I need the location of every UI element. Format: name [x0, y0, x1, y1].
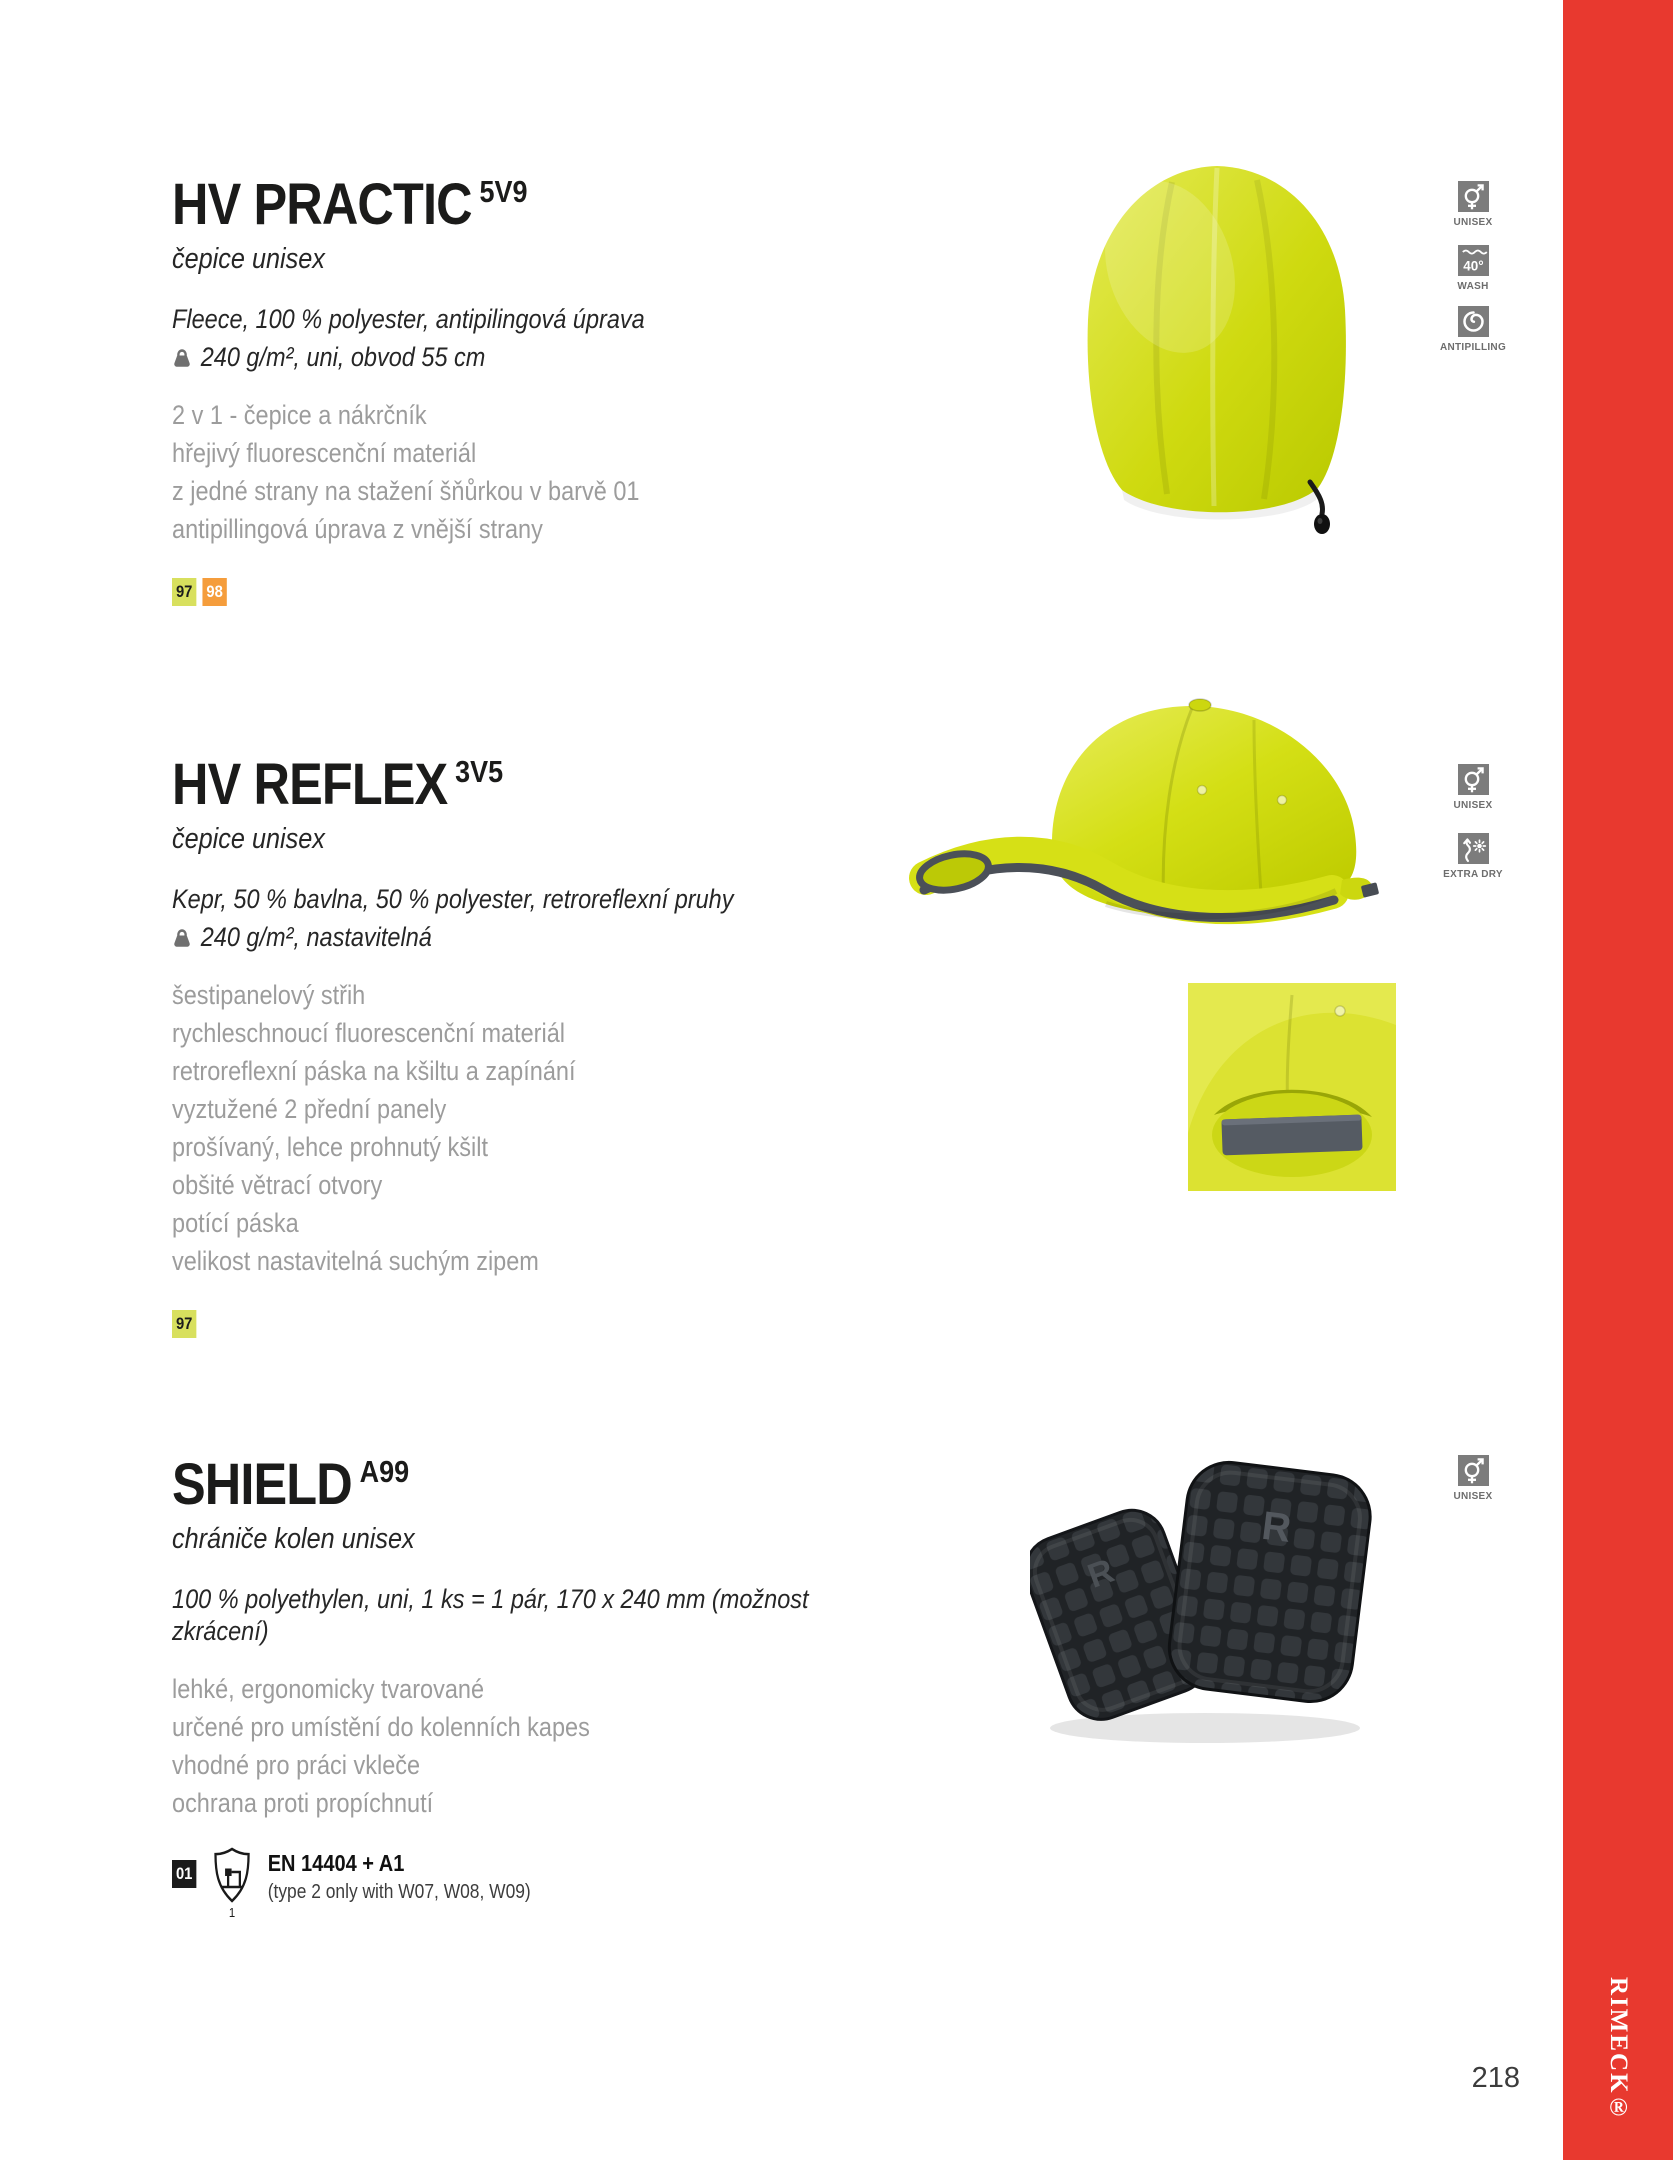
feature-item: antipillingová úprava z vnější strany	[172, 513, 543, 544]
badge-label: EXTRA DRY	[1443, 869, 1503, 880]
beanie-product-image	[1050, 152, 1385, 547]
product-code: 3V5	[455, 754, 504, 789]
product-title	[172, 172, 851, 237]
product-title	[172, 752, 851, 817]
certification-text	[268, 1846, 531, 1904]
certification-row	[172, 1846, 851, 1920]
product-material: 100 % polyethylen, uni, 1 ks = 1 pár, 170 x 240 mm (možnost zkrácení)	[172, 1583, 809, 1647]
product-title	[172, 1452, 851, 1517]
brand-bar	[1563, 0, 1673, 2160]
cap-detail-image	[1188, 983, 1396, 1191]
product-hv-practic	[172, 172, 851, 606]
color-swatch-01: 01	[172, 1860, 196, 1888]
badge-unisex	[1407, 1455, 1539, 1502]
product-weight-text: 240 g/m², nastavitelná	[200, 922, 432, 953]
color-swatch-97: 97	[172, 578, 196, 606]
extra-dry-icon	[1458, 833, 1489, 864]
page-number: 218	[1471, 2062, 1520, 2094]
color-swatches	[172, 1310, 851, 1338]
product-weight-text: 240 g/m², uni, obvod 55 cm	[200, 342, 486, 373]
feature-item: vyztužené 2 přední panely	[172, 1093, 447, 1124]
feature-list	[172, 976, 851, 1280]
cert-type-number: 1	[228, 1904, 236, 1920]
product-hv-reflex	[172, 752, 851, 1338]
badge-label: ANTIPILLING	[1439, 342, 1507, 353]
badge-antipilling	[1407, 306, 1539, 353]
feature-item: obšité větrací otvory	[172, 1169, 383, 1200]
kneepads-product-image	[1030, 1438, 1380, 1753]
feature-item: 2 v 1 - čepice a nákrčník	[172, 399, 427, 430]
badge-wash-40	[1407, 245, 1539, 292]
product-code: 5V9	[479, 174, 528, 209]
badge-unisex	[1407, 181, 1539, 228]
badge-extra-dry	[1407, 833, 1539, 880]
product-material: Fleece, 100 % polyester, antipilingová úprava	[172, 303, 645, 334]
feature-item: hřejivý fluorescenční materiál	[172, 437, 477, 468]
product-title-text: HV PRACTIC	[172, 172, 472, 237]
weight-icon	[172, 347, 192, 368]
en14404-shield-icon	[212, 1846, 252, 1920]
feature-item: z jedné strany na stažení šňůrkou v barvě 01	[172, 475, 640, 506]
product-shield	[172, 1452, 851, 1920]
unisex-icon	[1458, 1455, 1489, 1486]
feature-item: rychleschnoucí fluorescenční materiál	[172, 1017, 565, 1048]
product-material: Kepr, 50 % bavlna, 50 % polyester, retroreflexní pruhy	[172, 883, 734, 914]
svg-text:40°: 40°	[1462, 258, 1484, 274]
svg-text:R: R	[1259, 1503, 1294, 1551]
feature-item: určené pro umístění do kolenních kapes	[172, 1711, 590, 1742]
product-title-text: HV REFLEX	[172, 752, 448, 817]
badge-label: WASH	[1457, 281, 1489, 292]
badge-unisex	[1407, 764, 1539, 811]
feature-item: šestipanelový střih	[172, 979, 366, 1010]
feature-item: potící páska	[172, 1207, 299, 1238]
feature-item: lehké, ergonomicky tvarované	[172, 1673, 485, 1704]
product-weight-row	[172, 921, 851, 953]
kneepad-right	[1165, 1458, 1375, 1707]
product-weight-row	[172, 341, 851, 373]
product-code: A99	[359, 1454, 410, 1489]
feature-item: prošívaný, lehce prohnutý kšilt	[172, 1131, 488, 1162]
badge-label: UNISEX	[1453, 1491, 1493, 1502]
product-subtitle: čepice unisex	[172, 243, 325, 275]
color-swatches	[172, 578, 851, 606]
weight-icon	[172, 927, 192, 948]
svg-text:R: R	[1082, 1551, 1119, 1596]
color-swatch-98: 98	[202, 578, 226, 606]
brand-logo-text: RIMECK®	[1605, 1977, 1632, 2124]
color-swatch-97: 97	[172, 1310, 196, 1338]
feature-item: ochrana proti propíchnutí	[172, 1787, 434, 1818]
feature-list	[172, 396, 851, 548]
badge-label: UNISEX	[1453, 800, 1493, 811]
wash-40-icon	[1458, 245, 1489, 276]
unisex-icon	[1458, 181, 1489, 212]
certification-note: (type 2 only with W07, W08, W09)	[267, 1880, 531, 1903]
feature-item: velikost nastavitelná suchým zipem	[172, 1245, 539, 1276]
antipilling-icon	[1458, 306, 1489, 337]
product-title-text: SHIELD	[172, 1452, 352, 1517]
feature-list	[172, 1670, 851, 1822]
feature-item: retroreflexní páska na kšiltu a zapínání	[172, 1055, 576, 1086]
badge-label: UNISEX	[1453, 217, 1493, 228]
product-subtitle: čepice unisex	[172, 823, 325, 855]
certification-standard: EN 14404 + A1	[267, 1849, 405, 1876]
cap-product-image	[900, 668, 1405, 973]
unisex-icon	[1458, 764, 1489, 795]
product-subtitle: chrániče kolen unisex	[172, 1523, 415, 1555]
feature-item: vhodné pro práci vkleče	[172, 1749, 421, 1780]
